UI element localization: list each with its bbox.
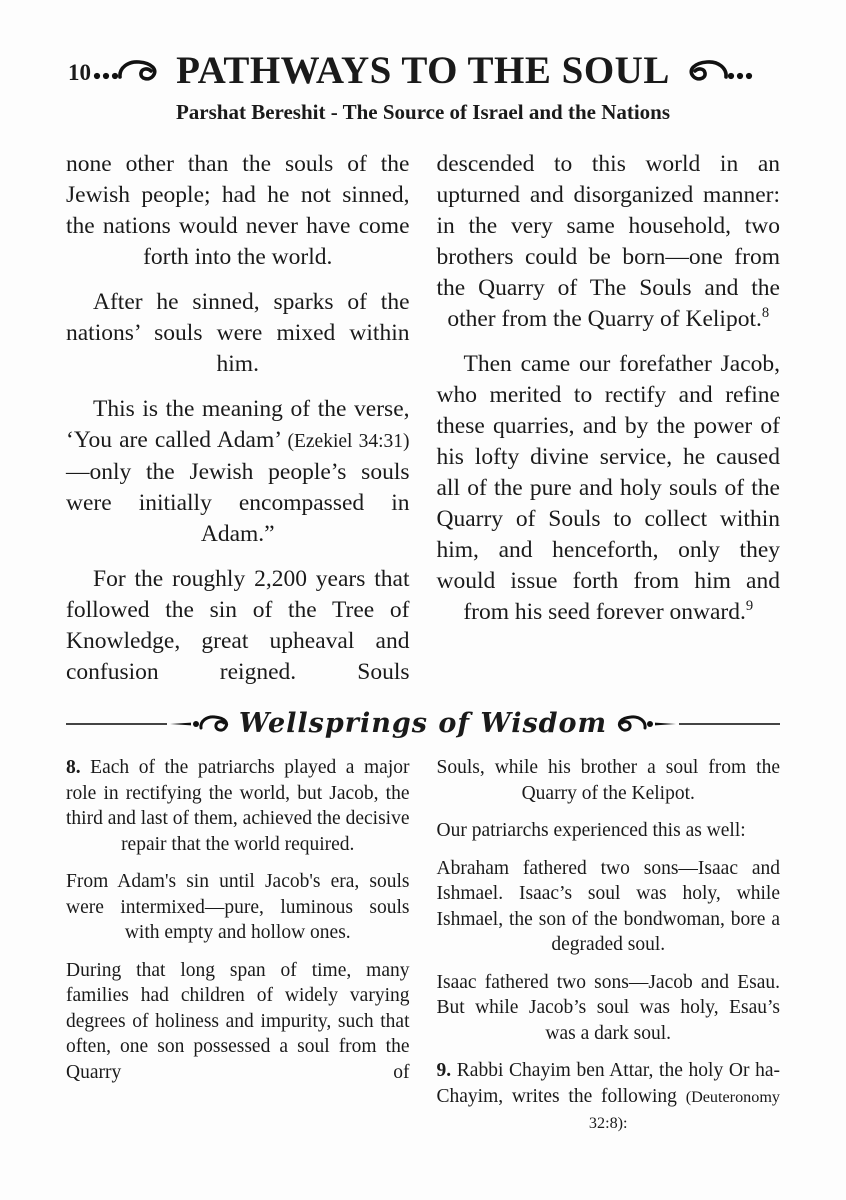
chapter-subtitle: Parshat Bereshit - The Source of Israel and the Nations bbox=[175, 100, 671, 124]
text-segment: Rabbi Chayim ben Attar, the holy Or ha-Chayim, writes the following bbox=[436, 1060, 780, 1107]
paragraph bbox=[66, 869, 410, 946]
divider-label: Wellsprings of Wisdom bbox=[238, 708, 608, 739]
main-text bbox=[66, 149, 780, 688]
text-segment: Our patriarchs experienced this as well: bbox=[436, 820, 746, 841]
page-number: 10 bbox=[68, 60, 91, 85]
text-segment: Each of the patriarchs played a major role in rectifying the world, but Jacob, the third and last of them, achieved the decisive repair that the world required. bbox=[66, 757, 410, 855]
text-segment: From Adam's sin until Jacob's era, souls were intermixed—pure, luminous souls with empty and hollow ones. bbox=[66, 871, 410, 943]
footnotes-left-column bbox=[66, 755, 410, 1149]
text-segment: 9 bbox=[745, 598, 754, 615]
footnotes bbox=[66, 755, 780, 1149]
divider-rule-right bbox=[679, 723, 780, 725]
paragraph bbox=[437, 818, 781, 844]
text-segment: Abraham fathered two sons—Isaac and Ishmael. Isaac’s soul was holy, while Ishmael, the son of the bondwoman, bore a degraded soul. bbox=[436, 857, 780, 955]
scroll-ornament-right-icon bbox=[676, 53, 754, 87]
paragraph bbox=[66, 564, 410, 688]
paragraph bbox=[437, 970, 781, 1047]
main-text-right-column bbox=[437, 149, 781, 688]
book-title: PATHWAYS TO THE SOUL bbox=[176, 48, 670, 92]
paragraph bbox=[66, 958, 410, 1086]
title-row bbox=[66, 46, 780, 94]
paragraph bbox=[437, 149, 781, 335]
text-segment: descended to this world in an upturned and disorganized manner: in the very same household, two brothers could be born—one from the Quarry of The Souls and the other from the Quarry of Kelipot. bbox=[436, 151, 780, 332]
text-segment: Then came our forefather Jacob, who merited to rectify and refine these quarries, and by the power of his lofty divine service, he caused all of the pure and holy souls of the Quarry of Souls to collect within him, and henceforth, only they would issue forth from him and from his seed forever onward. bbox=[436, 351, 780, 625]
text-segment: For the roughly 2,200 years that followed the sin of the Tree of Knowledge, great upheaval and confusion reigned. Souls bbox=[66, 566, 410, 685]
footnotes-right-column bbox=[437, 755, 781, 1149]
text-segment: Isaac fathered two sons—Jacob and Esau. But while Jacob’s soul was holy, Esau’s was a dark soul. bbox=[436, 971, 780, 1044]
paragraph bbox=[66, 394, 410, 550]
text-segment: (Deuteronomy 32:8): bbox=[588, 1088, 780, 1132]
text-segment: 9. bbox=[436, 1060, 452, 1081]
text-segment: (Ezekiel 34:31) bbox=[287, 431, 410, 452]
page-header bbox=[66, 46, 780, 125]
text-segment: This is the meaning of the verse, ‘You are called Adam’ bbox=[66, 396, 410, 453]
wellsprings-divider bbox=[66, 708, 780, 739]
paragraph bbox=[66, 149, 410, 273]
divider-ornament-right-icon bbox=[613, 710, 677, 738]
paragraph bbox=[437, 755, 781, 806]
text-segment: During that long span of time, many families had children of widely varying degrees of holiness and impurity, such that often, one son possessed a soul from the Quarry of bbox=[66, 959, 410, 1083]
text-segment: 8 bbox=[761, 305, 770, 322]
text-segment: After he sinned, sparks of the nations’ souls were mixed within him. bbox=[66, 289, 410, 377]
text-segment: Souls, while his brother a soul from the Quarry of the Kelipot. bbox=[436, 757, 780, 804]
paragraph bbox=[66, 287, 410, 380]
divider-rule-left bbox=[66, 723, 167, 725]
paragraph bbox=[437, 349, 781, 628]
main-text-left-column bbox=[66, 149, 410, 688]
paragraph bbox=[437, 856, 781, 958]
scroll-ornament-left-icon bbox=[92, 53, 170, 87]
text-segment: 8. bbox=[66, 757, 81, 778]
divider-ornament-left-icon bbox=[169, 710, 233, 738]
text-segment: none other than the souls of the Jewish people; had he not sinned, the nations would never have come forth into the world. bbox=[66, 151, 410, 270]
paragraph bbox=[66, 755, 410, 857]
text-segment: —only the Jewish people’s souls were initially encompassed in Adam.” bbox=[66, 459, 410, 547]
paragraph bbox=[437, 1058, 781, 1137]
